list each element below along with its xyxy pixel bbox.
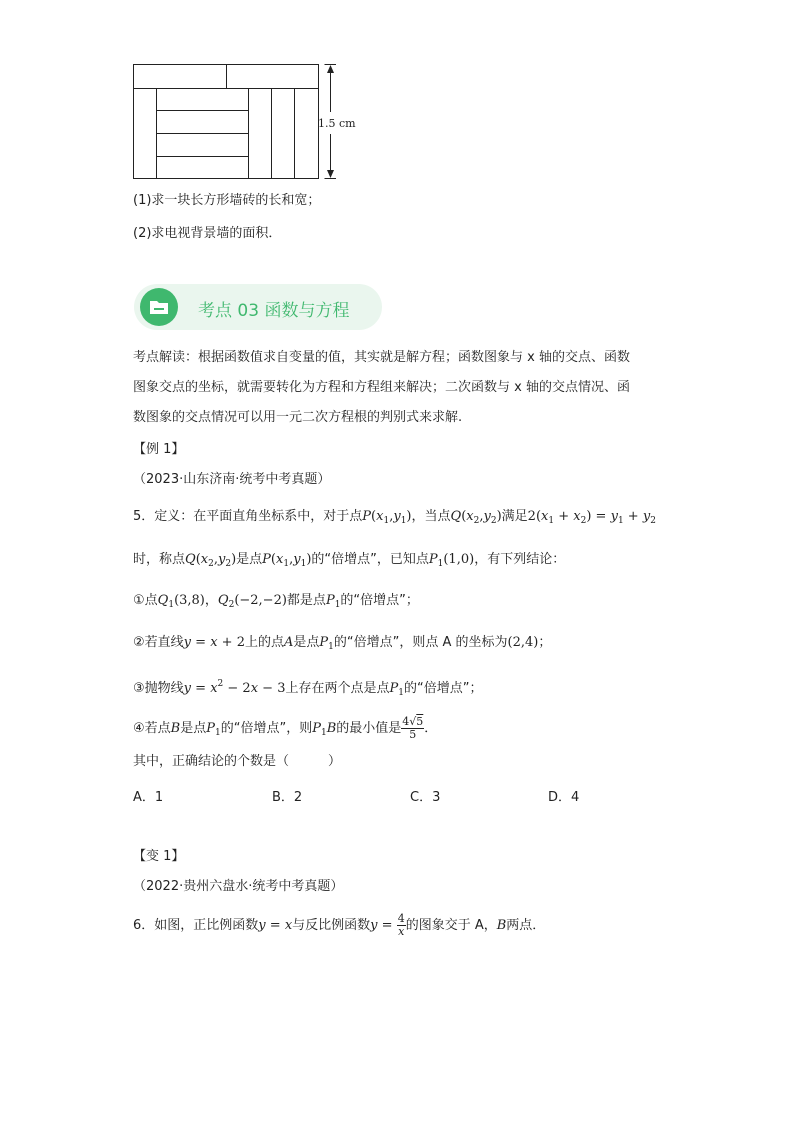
section-badge — [134, 284, 382, 330]
s1-text-c: 的“倍增点”； — [340, 593, 419, 608]
example-label: 【例 1】 — [133, 442, 185, 457]
q5-cond: 满足 — [501, 509, 528, 524]
variant-label: 【变 1】 — [133, 849, 185, 864]
wall-tile-figure — [130, 60, 370, 185]
question-1: (1)求一块长方形墙砖的长和宽； — [133, 193, 321, 208]
statement-3: ③抛物线$y = x^2 - 2x - 3$上存在两个点是点$P_1$的“倍增点”； — [133, 679, 483, 698]
s3-text-b: 上存在两个点是点 — [285, 681, 390, 696]
s2-text-b: 上的点 — [244, 635, 284, 650]
statement-1: ①点$Q_1(3,8)$，$Q_2(-2,-2)$都是点$P_1$的“倍增点”； — [133, 593, 419, 610]
badge-circle — [140, 288, 178, 326]
intro-line-1: 考点解读：根据函数值求自变量的值，其实就是解方程；函数图象与 x 轴的交点、函数 — [133, 350, 630, 365]
s2-text-a: ②若直线 — [133, 635, 184, 650]
s2-text-d: 的“倍增点”，则点 A 的坐标为 — [333, 635, 508, 650]
s1-sep: ， — [204, 593, 218, 608]
question-6: 6．如图，正比例函数y = x与反比例函数y = $\frac{4}{x}$ 的图象交于 A，B两点． — [133, 912, 546, 938]
s4-text-c: 的“倍增点”，则 — [220, 721, 313, 736]
example-source: （2023·山东济南·统考中考真题） — [133, 472, 331, 487]
s4-text-b: 是点 — [180, 721, 207, 736]
s3-text-c: 的“倍增点”； — [403, 681, 483, 696]
q5-text-c: 的“倍增点”，已知点 — [311, 552, 429, 567]
intro-line-2: 图象交点的坐标，就需要转化为方程和方程组来解决；二次函数与 x 轴的交点情况、函 — [133, 380, 630, 395]
s3-text-a: ③抛物线 — [133, 681, 184, 696]
section-title: 考点 03 函数与方程 — [198, 301, 350, 321]
answer-options — [133, 786, 633, 804]
s1-text-a: ①点 — [133, 593, 158, 608]
s1-text-b: 都是点 — [286, 593, 326, 608]
inverse-fraction: $\frac{4}{x}$ — [397, 912, 405, 938]
q6-text-b: 与反比例函数 — [292, 918, 371, 933]
option-b[interactable]: B．2 — [272, 790, 303, 805]
s2-text-c: 是点 — [293, 635, 320, 650]
s4-text-d: 的最小值是 — [336, 721, 402, 736]
s4-text-e: ． — [424, 721, 438, 736]
q5-line-2: 时，称点$Q(x_2,y_2)$是点$P(x_1,y_1)$的“倍增点”，已知点$P_1(1,0)$，有下列结论： — [133, 552, 566, 569]
q6-text-c: 的图象交于 A， — [405, 918, 497, 933]
q5-line-1: 5．定义：在平面直角坐标系中，对于点$P(x_1,y_1)$，当点$Q(x_2,y_2)$满足$2(x_1 + x_2) = y_1 + y_2$ — [133, 509, 656, 526]
intro-line-3: 数图象的交点情况可以用一元二次方程根的判别式来求解. — [133, 410, 463, 425]
folder-icon — [140, 288, 178, 326]
q5-text-a: 时，称点 — [133, 552, 186, 567]
q6-text-a: 6．如图，正比例函数 — [133, 918, 259, 933]
q5-text-b: 是点 — [236, 552, 263, 567]
question-ask: 其中，正确结论的个数是（ ） — [133, 754, 342, 769]
s2-text-e: ； — [538, 635, 552, 650]
height-label: 1.5 cm — [318, 117, 356, 130]
question-2: (2)求电视背景墙的面积． — [133, 226, 282, 241]
s4-text-a: ④若点 — [133, 721, 171, 736]
q5-mid: ，当点 — [411, 509, 451, 524]
option-a[interactable]: A．1 — [133, 790, 164, 805]
statement-4: ④若点B是点$P_1$的“倍增点”，则$P_1B$的最小值是 $\frac{4√5}{5}$ ． — [133, 715, 438, 741]
q5-prefix: 5．定义：在平面直角坐标系中，对于点 — [133, 509, 363, 524]
statement-2: ②若直线y = x + 2上的点A是点$P_1$的“倍增点”，则点 A 的坐标为(2,4)； — [133, 635, 552, 652]
option-c[interactable]: C．3 — [410, 790, 441, 805]
option-d[interactable]: D．4 — [548, 790, 580, 805]
q5-text-d: ，有下列结论： — [474, 552, 566, 567]
min-value-fraction: $\frac{4√5}{5}$ — [402, 715, 424, 741]
variant-source: （2022·贵州六盘水·统考中考真题） — [133, 879, 344, 894]
q6-text-d: 两点． — [506, 918, 546, 933]
